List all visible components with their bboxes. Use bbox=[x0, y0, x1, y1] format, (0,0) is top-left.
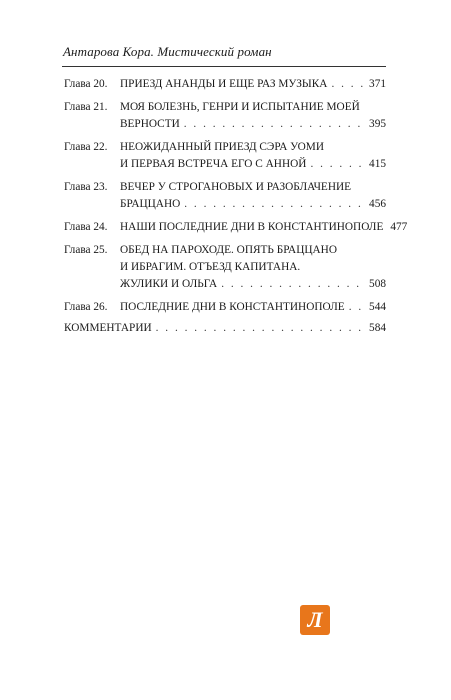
toc-entry bbox=[64, 76, 386, 93]
toc-entry bbox=[64, 99, 386, 133]
dot-leader bbox=[184, 196, 366, 213]
comments-label: КОММЕНТАРИИ bbox=[64, 322, 152, 334]
chapter-title-line: НАШИ ПОСЛЕДНИЕ ДНИ В КОНСТАНТИНОПОЛЕ bbox=[120, 221, 384, 233]
chapter-number: Глава 23. bbox=[64, 181, 108, 193]
chapter-number: Глава 20. bbox=[64, 78, 108, 90]
chapter-number: Глава 24. bbox=[64, 221, 108, 233]
header-rule bbox=[62, 66, 386, 67]
dot-leader bbox=[310, 156, 366, 173]
page-number: 477 bbox=[390, 221, 408, 233]
page-number: 584 bbox=[369, 322, 386, 334]
running-head: Антарова Кора. Мистический роман bbox=[63, 44, 272, 59]
dot-leader bbox=[184, 116, 366, 133]
chapter-title-line: ПОСЛЕДНИЕ ДНИ В КОНСТАНТИНОПОЛЕ bbox=[120, 301, 345, 313]
chapter-number: Глава 21. bbox=[64, 101, 108, 113]
toc-entry bbox=[64, 242, 386, 293]
toc-entry bbox=[64, 219, 408, 236]
table-of-contents bbox=[64, 76, 408, 340]
toc-entry bbox=[64, 179, 386, 213]
chapter-title-line: И ИБРАГИМ. ОТЪЕЗД КАПИТАНА. bbox=[120, 261, 301, 273]
page-number: 415 bbox=[369, 158, 386, 170]
page-number: 395 bbox=[369, 118, 386, 130]
dot-leader bbox=[349, 299, 366, 316]
dot-leader bbox=[331, 76, 366, 93]
chapter-title-line: МОЯ БОЛЕЗНЬ, ГЕНРИ И ИСПЫТАНИЕ МОЕЙ bbox=[120, 101, 360, 113]
litres-logo-icon bbox=[300, 605, 330, 635]
chapter-title-line: БРАЦЦАНО bbox=[120, 198, 181, 210]
dot-leader bbox=[156, 322, 366, 334]
litres-logo-glyph: Л bbox=[307, 607, 323, 632]
chapter-title-line: ВЕРНОСТИ bbox=[120, 118, 180, 130]
chapter-number: Глава 22. bbox=[64, 141, 108, 153]
chapter-title-line: ОБЕД НА ПАРОХОДЕ. ОПЯТЬ БРАЦЦАНО bbox=[120, 244, 338, 256]
chapter-title-line: ЖУЛИКИ И ОЛЬГА bbox=[120, 278, 218, 290]
page-number: 508 bbox=[369, 278, 386, 290]
chapter-title-line: ПРИЕЗД АНАНДЫ И ЕЩЕ РАЗ МУЗЫКА bbox=[120, 78, 328, 90]
page-number: 544 bbox=[369, 301, 386, 313]
chapter-number: Глава 26. bbox=[64, 301, 108, 313]
chapter-title-line: НЕОЖИДАННЫЙ ПРИЕЗД СЭРА УОМИ bbox=[120, 141, 324, 153]
chapter-title-line: И ПЕРВАЯ ВСТРЕЧА ЕГО С АННОЙ bbox=[120, 158, 307, 170]
toc-entry-comments bbox=[64, 322, 386, 334]
chapter-title-line: ВЕЧЕР У СТРОГАНОВЫХ И РАЗОБЛАЧЕНИЕ bbox=[120, 181, 352, 193]
page-number: 371 bbox=[369, 78, 386, 90]
page-number: 456 bbox=[369, 198, 386, 210]
dot-leader bbox=[221, 276, 366, 293]
chapter-number: Глава 25. bbox=[64, 244, 108, 256]
toc-entry bbox=[64, 139, 386, 173]
toc-entry bbox=[64, 299, 386, 316]
